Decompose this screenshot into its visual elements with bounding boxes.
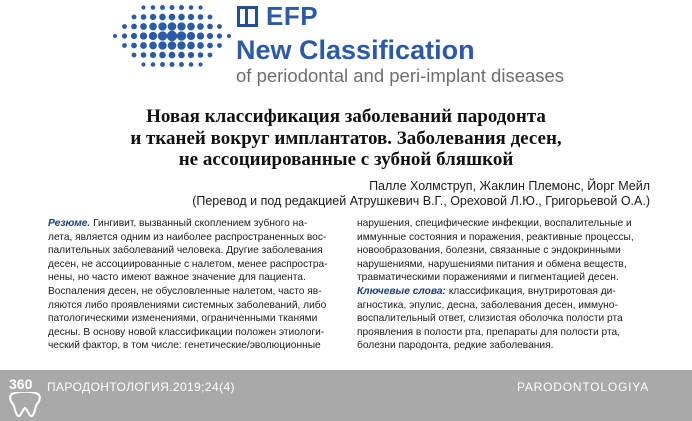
- keywords-line: воспалительный ответ, слизистая оболочка полости рта: [357, 313, 623, 325]
- logo-dot: [179, 62, 184, 67]
- abstract-line: десны. В основу новой классификации положен этиологи-: [48, 326, 325, 338]
- keywords-line: проявления в полости рта, препараты для полости рта,: [357, 326, 620, 338]
- summary-label: Резюме.: [48, 218, 91, 229]
- logo-dot: [217, 24, 222, 29]
- page-footer: [0, 370, 692, 421]
- logo-dot: [168, 22, 177, 31]
- logo-dot: [131, 24, 137, 30]
- logo-dot: [170, 5, 175, 10]
- article-title: [40, 106, 652, 171]
- logo-dot: [122, 33, 127, 38]
- logo-dot: [208, 53, 213, 58]
- logo-dot: [197, 42, 204, 49]
- logo-dot: [217, 43, 222, 48]
- efp-brand: [237, 3, 318, 29]
- article-title-line: не ассоциированные с зубной бляшкой: [178, 149, 514, 170]
- article-title-line: Новая классификация заболеваний пародонта: [146, 106, 546, 127]
- logo-dot: [113, 34, 117, 38]
- logo-dot: [187, 32, 195, 40]
- logo-dot: [132, 15, 137, 20]
- logo-dot: [178, 52, 185, 59]
- logo-dot: [140, 32, 147, 39]
- abstract-line: ляются либо проявлениями системных заболеваний, либо: [48, 299, 327, 311]
- journal-name: ПАРОДОНТОЛОГИЯ.2019;24(4): [47, 380, 235, 394]
- logo-dot: [187, 23, 195, 31]
- abstract-line: десен, не ассоциированные с налетом, менее распростра-: [48, 258, 328, 270]
- logo-dot: [149, 42, 157, 50]
- logo-dot: [151, 5, 156, 10]
- logo-dot: [198, 5, 202, 9]
- logo-dot: [208, 15, 213, 20]
- abstract-left-column: [48, 217, 340, 353]
- abstract-right-column: [357, 217, 649, 353]
- logo-dot: [141, 52, 147, 58]
- abstract-line: нены, но часто имеют важное значение для пациента.: [48, 272, 306, 284]
- logo-dot: [188, 14, 194, 20]
- logo-dot: [158, 22, 166, 30]
- page-number: 360: [9, 376, 33, 392]
- keywords-line: [357, 285, 649, 299]
- logo-dot: [160, 62, 165, 67]
- logo-dot: [167, 31, 177, 41]
- logo-dot: [227, 34, 231, 38]
- article-editors: (Перевод и под редакцией Атрушкевич В.Г., Ореховой Л.Ю., Григорьевой О.А.): [192, 194, 650, 208]
- logo-dot: [158, 41, 166, 49]
- efp-logo-mark: [237, 6, 258, 27]
- abstract-line: новообразования, болезни, связанные с эндокринными: [357, 245, 621, 257]
- logo-dot: [198, 52, 204, 58]
- abstract-text: Гингивит, вызванный скоплением зубного на-: [90, 218, 308, 229]
- abstract-line: иммунные состояния и поражения, реактивные процессы,: [357, 231, 634, 243]
- efp-logo-dots: [112, 2, 232, 70]
- logo-dot: [169, 14, 176, 21]
- keywords-line: агностика, эпулис, десна, заболевания десен, иммуно-: [357, 299, 618, 311]
- abstract-line: нарушения, специфические инфекции, воспалительные и: [357, 218, 632, 229]
- logo-dot: [189, 62, 194, 67]
- logo-dot: [159, 14, 166, 21]
- logo-dot: [149, 32, 157, 40]
- logo-dot: [140, 42, 147, 49]
- logo-dot: [169, 52, 176, 59]
- logo-dot: [177, 31, 186, 40]
- logo-dot: [159, 52, 166, 59]
- article-title-line: и тканей вокруг имплантатов. Заболевания десен,: [130, 127, 562, 149]
- logo-dot: [187, 42, 195, 50]
- logo-dot: [188, 52, 194, 58]
- logo-dot: [150, 14, 156, 20]
- logo-dot: [150, 52, 156, 58]
- logo-dot: [189, 5, 194, 10]
- keywords-label: Ключевые слова:: [357, 285, 446, 297]
- logo-dot: [197, 23, 204, 30]
- classification-title: New Classification: [236, 35, 475, 65]
- logo-dot: [141, 14, 147, 20]
- abstract-line: травматическими поражениями и пигментацией десен.: [357, 272, 619, 284]
- logo-dot: [177, 41, 185, 49]
- logo-dot: [177, 22, 185, 30]
- logo-dot: [160, 5, 165, 10]
- keywords-text: классификация, внутриротовая ди-: [445, 285, 616, 297]
- keywords-line: болезни пародонта, редкие заболевания.: [357, 340, 554, 352]
- logo-dot: [131, 43, 137, 49]
- classification-subtitle: of periodontal and peri-implant diseases: [236, 65, 565, 86]
- logo-dot: [131, 33, 137, 39]
- article-authors: Палле Холмструп, Жаклин Племонс, Йорг Мейл: [369, 179, 650, 193]
- logo-dot: [197, 32, 204, 39]
- logo-dot: [158, 31, 167, 40]
- logo-dot: [141, 5, 145, 9]
- logo-dot: [122, 24, 127, 29]
- logo-dot: [168, 41, 177, 50]
- logo-dot: [141, 62, 145, 66]
- logo-dot: [207, 43, 213, 49]
- logo-dot: [207, 33, 213, 39]
- logo-dot: [217, 33, 222, 38]
- abstract-line: нарушениями, нарушениями питания и обмена веществ,: [357, 258, 627, 270]
- logo-dot: [178, 14, 185, 21]
- logo-dot: [140, 23, 147, 30]
- abstract-line: палительных заболеваний человека. Другие заболевания: [48, 245, 323, 257]
- logo-dot: [179, 5, 184, 10]
- logo-dot: [149, 23, 157, 31]
- logo-dot: [207, 24, 213, 30]
- abstract-line: Воспаления десен, не обусловленные налетом, часто яв-: [48, 285, 322, 297]
- abstract-line: лета, является одним из наиболее распространенных вос-: [48, 231, 327, 243]
- abstract-line: [48, 217, 340, 231]
- abstract-line: ческий фактор, в том числе: генетические/эволюционные: [48, 340, 321, 352]
- logo-dot: [122, 43, 127, 48]
- logo-dot: [170, 62, 175, 67]
- logo-dot: [151, 62, 156, 67]
- journal-name-latin: PARODONTOLOGIYA: [516, 380, 649, 394]
- abstract-line: патологическими изменениями, ограниченными тканями: [48, 313, 318, 325]
- logo-dot: [198, 62, 202, 66]
- efp-brand-text: EFP: [266, 1, 319, 31]
- logo-dot: [132, 53, 137, 58]
- tooth-icon: [8, 392, 42, 418]
- logo-dot: [198, 14, 204, 20]
